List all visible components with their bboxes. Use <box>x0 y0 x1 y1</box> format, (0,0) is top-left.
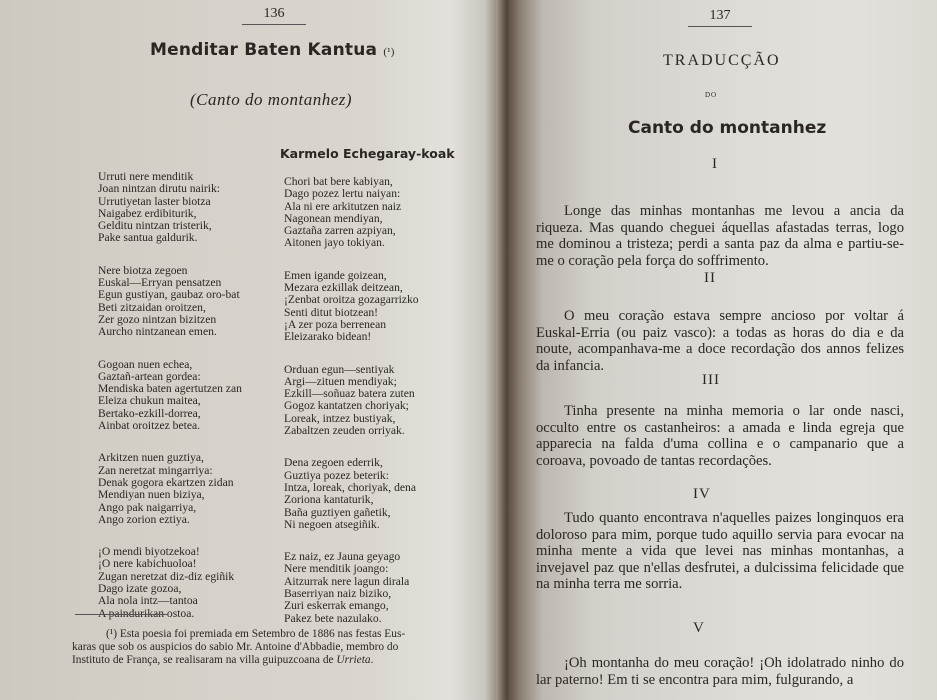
poem-line: Baserriyan naiz biziko, <box>284 587 392 601</box>
poem-line: Gaztañ-artean gordea: <box>98 369 201 383</box>
poem-stanza <box>98 452 242 526</box>
section-text: ¡Oh montanha do meu coração! ¡Oh idolatrado ninho do lar paterno! Em ti se encontra para mim, fulgurando, a <box>536 655 904 688</box>
poem-line: Zuri eskerrak emango, <box>284 599 389 613</box>
poem-line: Zoriona kantaturik, <box>284 493 374 507</box>
poem-line: Intza, loreak, choriyak, dena <box>284 480 416 494</box>
poem-line: Loreak, intzez bustiyak, <box>284 411 396 425</box>
poem-line: Ango zorion eztiya. <box>98 512 190 526</box>
section-text: Longe das minhas montanhas me levou a ancia da riqueza. Mas quando cheguei áquellas afastadas terras, logo me dominou a tristeza; perdi a santa paz da alma e partiu-se-me o coração pela força do soffrimento. <box>536 203 904 269</box>
section-paragraph <box>536 655 904 688</box>
poem-line: Zan neretzat mingarriya: <box>98 463 213 477</box>
poem-line: Aitzurrak nere lagun dirala <box>284 574 410 588</box>
section-numeral: V <box>693 620 705 636</box>
footnote-place-name: Urrieta <box>336 654 371 666</box>
poem-title <box>150 40 430 60</box>
poem-stanza <box>98 171 242 245</box>
poem-line: Ez naiz, ez Jauna geyago <box>284 550 401 564</box>
poem-line: Argi—zituen mendiyak; <box>284 374 397 388</box>
poem-line: Dago izate gozoa, <box>98 582 182 596</box>
footnote <box>72 628 452 667</box>
footnote-period: . <box>370 654 374 666</box>
poem-line: Arkitzen nuen guztiya, <box>98 451 204 465</box>
section-paragraph <box>536 308 904 374</box>
poem-line: Aitonen jayo tokiyan. <box>284 236 385 250</box>
footnote-marker: (¹) <box>383 46 395 58</box>
poem-stanza <box>98 546 242 620</box>
poem-title-text: Menditar Baten Kantua <box>150 40 378 60</box>
poem-line: A paindurikan ostoa. <box>98 606 195 620</box>
poem-line: Urrutiyetan laster biotza <box>98 194 211 208</box>
poem-subtitle: (Canto do montanhez) <box>190 90 353 109</box>
poem-line: Ezkill—soñuaz batera zuten <box>284 387 415 401</box>
poem-line: Zer gozo nintzan bizitzen <box>98 312 217 326</box>
poem-line: Eleiza chukun maitea, <box>98 394 201 408</box>
section-numeral: I <box>712 156 718 172</box>
translation-heading: Canto do montanhez <box>628 118 827 138</box>
poem-stanza <box>284 176 419 250</box>
poem-line: Gaztaña zarren azpiyan, <box>284 224 396 238</box>
poem-author: Karmelo Echegaray-koak <box>280 146 455 161</box>
poem-line: Ango pak naigarriya, <box>98 500 197 514</box>
poem-stanza <box>284 364 419 438</box>
footnote-divider <box>75 614 167 615</box>
poem-line: Ala ni ere arkitutzen naiz <box>284 199 402 213</box>
poem-stanza <box>284 270 419 344</box>
poem-line: Baña guztiyen gañetik, <box>284 505 391 519</box>
poem-line: Eleizarako bidean! <box>284 330 372 344</box>
poem-line: ¡Zenbat oroitza gozagarrizko <box>284 293 419 307</box>
section-numeral: II <box>704 270 716 286</box>
poem-line: Zugan neretzat diz-diz egiñik <box>98 569 235 583</box>
poem-line: Nere menditik joango: <box>284 562 389 576</box>
footnote-marker-bottom: (¹) <box>106 628 118 640</box>
poem-line: Naigabez erdibiturik, <box>98 206 197 220</box>
poem-line: Ainbat oroitzez betea. <box>98 419 201 433</box>
poem-line: Denak gogora ekartzen zidan <box>98 475 234 489</box>
right-page-number: 137 <box>688 8 752 27</box>
poem-stanza <box>284 551 419 625</box>
poem-line: Nagonean mendiyan, <box>284 211 383 225</box>
poem-line: Pakez bete nazulako. <box>284 611 382 625</box>
footnote-line-1: Esta poesia foi premiada em Setembro de 1886 nas festas Eus- <box>119 628 406 640</box>
footnote-line-3: Instituto de França, se realisaram na villa guipuzcoana de <box>72 654 337 666</box>
section-paragraph <box>536 203 904 269</box>
poem-line: Nere biotza zegoen <box>98 263 188 277</box>
poem-line: Gogoan nuen echea, <box>98 357 193 371</box>
poem-line: Chori bat bere kabiyan, <box>284 175 393 188</box>
poem-line: Mendiska baten agertutzen zan <box>98 382 242 396</box>
section-text: O meu coração estava sempre ancioso por voltar á Euskal-Erria (ou paiz vasco): a todas as horas do dia e da noute, acompanhava-me a doce recordação dos annos felizes da infancia. <box>536 308 904 374</box>
poem-line: Ala nola intz—tantoa <box>98 594 198 608</box>
poem-line: Pake santua galdurik. <box>98 231 198 245</box>
poem-column-left <box>98 171 242 640</box>
poem-line: ¡O mendi biyotzekoa! <box>98 545 200 559</box>
poem-line: Dena zegoen ederrik, <box>284 456 383 470</box>
poem-line: Mendiyan nuen biziya, <box>98 488 205 502</box>
poem-line: Orduan egun—sentiyak <box>284 362 395 376</box>
translation-title: TRADUCÇÃO <box>663 52 781 69</box>
section-paragraph <box>536 403 904 469</box>
footnote-line-2: karas que sob os auspicios do sabio Mr. Antoine d'Abbadie, membro do <box>72 641 399 653</box>
poem-line: Dago pozez lertu naiyan: <box>284 187 401 201</box>
poem-line: Beti zitzaidan oroitzen, <box>98 300 206 314</box>
section-paragraph <box>536 510 904 593</box>
poem-line: Euskal—Erryan pensatzen <box>98 276 222 290</box>
poem-line: Gogoz kantatzen choriyak; <box>284 399 409 413</box>
left-page-number: 136 <box>242 6 306 25</box>
poem-line: Urruti nere menditik <box>98 170 194 183</box>
section-text: Tinha presente na minha memoria o lar onde nasci, occulto entre os castanheiros: a amada e linda egreja que apparecia na falda d'uma collina e o campanario que a coroava, povoado de tantas recordações. <box>536 403 904 469</box>
poem-line: Mezara ezkillak deitzean, <box>284 281 403 295</box>
poem-stanza <box>98 359 242 433</box>
poem-line: Bertako-ezkill-dorrea, <box>98 406 201 420</box>
poem-line: ¡A zer poza berrenean <box>284 317 387 331</box>
poem-line: Ni negoen atsegiñik. <box>284 517 380 531</box>
poem-line: ¡O nere kabichuoloa! <box>98 557 197 571</box>
section-text: Tudo quanto encontrava n'aquelles paizes longinquos era doloroso para mim, porque tudo aquillo servia para evocar na minha mente a vida que levei nas minhas montanhas, a invejavel paz que n'ellas desfrutei, a dulcissima felicidade que na minha terra me sorria. <box>536 510 904 592</box>
poem-column-right <box>284 176 419 645</box>
poem-line: Senti ditut biotzean! <box>284 305 379 319</box>
poem-stanza <box>98 265 242 339</box>
translation-connector: DO <box>705 91 718 99</box>
poem-line: Aurcho nintzanean emen. <box>98 325 217 339</box>
section-numeral: IV <box>693 486 711 502</box>
poem-line: Joan nintzan dirutu nairik: <box>98 182 221 196</box>
poem-line: Guztiya pozez beterik: <box>284 468 389 482</box>
poem-line: Emen igande goizean, <box>284 268 387 282</box>
poem-stanza <box>284 457 419 531</box>
poem-line: Zabaltzen zeuden orriyak. <box>284 424 405 438</box>
section-numeral: III <box>702 372 720 388</box>
poem-line: Egun gustiyan, gaubaz oro-bat <box>98 288 240 302</box>
poem-line: Gelditu nintzan tristerik, <box>98 219 212 233</box>
